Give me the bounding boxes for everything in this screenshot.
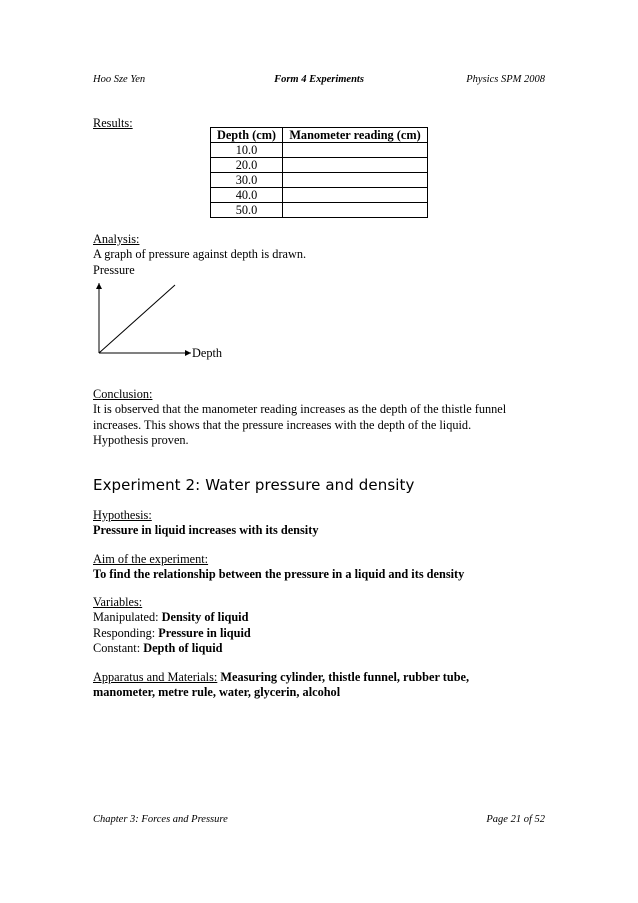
manometer-cell: [283, 143, 428, 158]
footer-page-number: Page 21 of 52: [486, 814, 545, 825]
manometer-cell: [283, 203, 428, 218]
footer-chapter: Chapter 3: Forces and Pressure: [93, 814, 228, 825]
conclusion-line: increases. This shows that the pressure increases with the depth of the liquid.: [93, 417, 472, 432]
responding-value: Pressure in liquid: [158, 625, 251, 640]
apparatus-section: [93, 670, 553, 701]
table-row: [211, 203, 428, 218]
results-table: [210, 127, 428, 218]
table-row: [211, 158, 428, 173]
variables-section: [93, 595, 553, 657]
header-course: Physics SPM 2008: [466, 74, 545, 85]
y-axis-label: Pressure: [93, 262, 135, 277]
aim-heading: Aim of the experiment:: [93, 552, 209, 566]
series-line: [99, 285, 175, 353]
header-title: Form 4 Experiments: [274, 74, 364, 85]
table-row: [211, 173, 428, 188]
manipulated-variable: [93, 610, 553, 625]
depth-cell: 20.0: [211, 158, 283, 173]
constant-value: Depth of liquid: [143, 641, 223, 656]
apparatus-line: [93, 670, 553, 685]
manometer-cell: [283, 158, 428, 173]
manipulated-value: Density of liquid: [161, 610, 249, 625]
constant-label: Constant:: [93, 641, 144, 656]
table-row: [211, 188, 428, 203]
depth-cell: 40.0: [211, 188, 283, 203]
table-header-row: [211, 128, 428, 143]
apparatus-list-continued: manometer, metre rule, water, glycerin, alcohol: [93, 685, 341, 700]
apparatus-heading: Apparatus and Materials:: [93, 670, 218, 684]
conclusion-line: Hypothesis proven.: [93, 433, 189, 448]
aim-text: To find the relationship between the pressure in a liquid and its density: [93, 567, 465, 582]
analysis-section: [93, 232, 553, 278]
column-header-manometer: Manometer reading (cm): [283, 128, 428, 143]
manometer-cell: [283, 173, 428, 188]
manometer-cell: [283, 188, 428, 203]
results-heading: Results:: [93, 116, 133, 130]
conclusion-line: It is observed that the manometer reading increases as the depth of the thistle funnel: [93, 402, 507, 417]
aim-section: [93, 552, 553, 583]
depth-cell: 30.0: [211, 173, 283, 188]
responding-label: Responding:: [93, 625, 159, 640]
page-header: [93, 74, 545, 90]
conclusion-heading: Conclusion:: [93, 387, 153, 401]
analysis-text: A graph of pressure against depth is drawn.: [93, 247, 307, 262]
conclusion-section: [93, 387, 553, 449]
depth-cell: 50.0: [211, 203, 283, 218]
manipulated-label: Manipulated:: [93, 610, 162, 625]
variables-heading: Variables:: [93, 595, 143, 609]
hypothesis-section: [93, 508, 553, 539]
table-row: [211, 143, 428, 158]
constant-variable: [93, 641, 553, 656]
hypothesis-heading: Hypothesis:: [93, 508, 152, 522]
x-axis-label: Depth: [192, 346, 223, 360]
header-author: Hoo Sze Yen: [93, 74, 146, 85]
pressure-depth-graph: [93, 279, 203, 359]
experiment-title: Experiment 2: Water pressure and density: [93, 476, 415, 494]
hypothesis-text: Pressure in liquid increases with its density: [93, 523, 319, 538]
depth-cell: 10.0: [211, 143, 283, 158]
column-header-depth: Depth (cm): [211, 128, 283, 143]
page-footer: [93, 814, 545, 830]
responding-variable: [93, 626, 553, 641]
analysis-heading: Analysis:: [93, 232, 140, 246]
apparatus-list: Measuring cylinder, thistle funnel, rubber tube,: [220, 670, 470, 684]
